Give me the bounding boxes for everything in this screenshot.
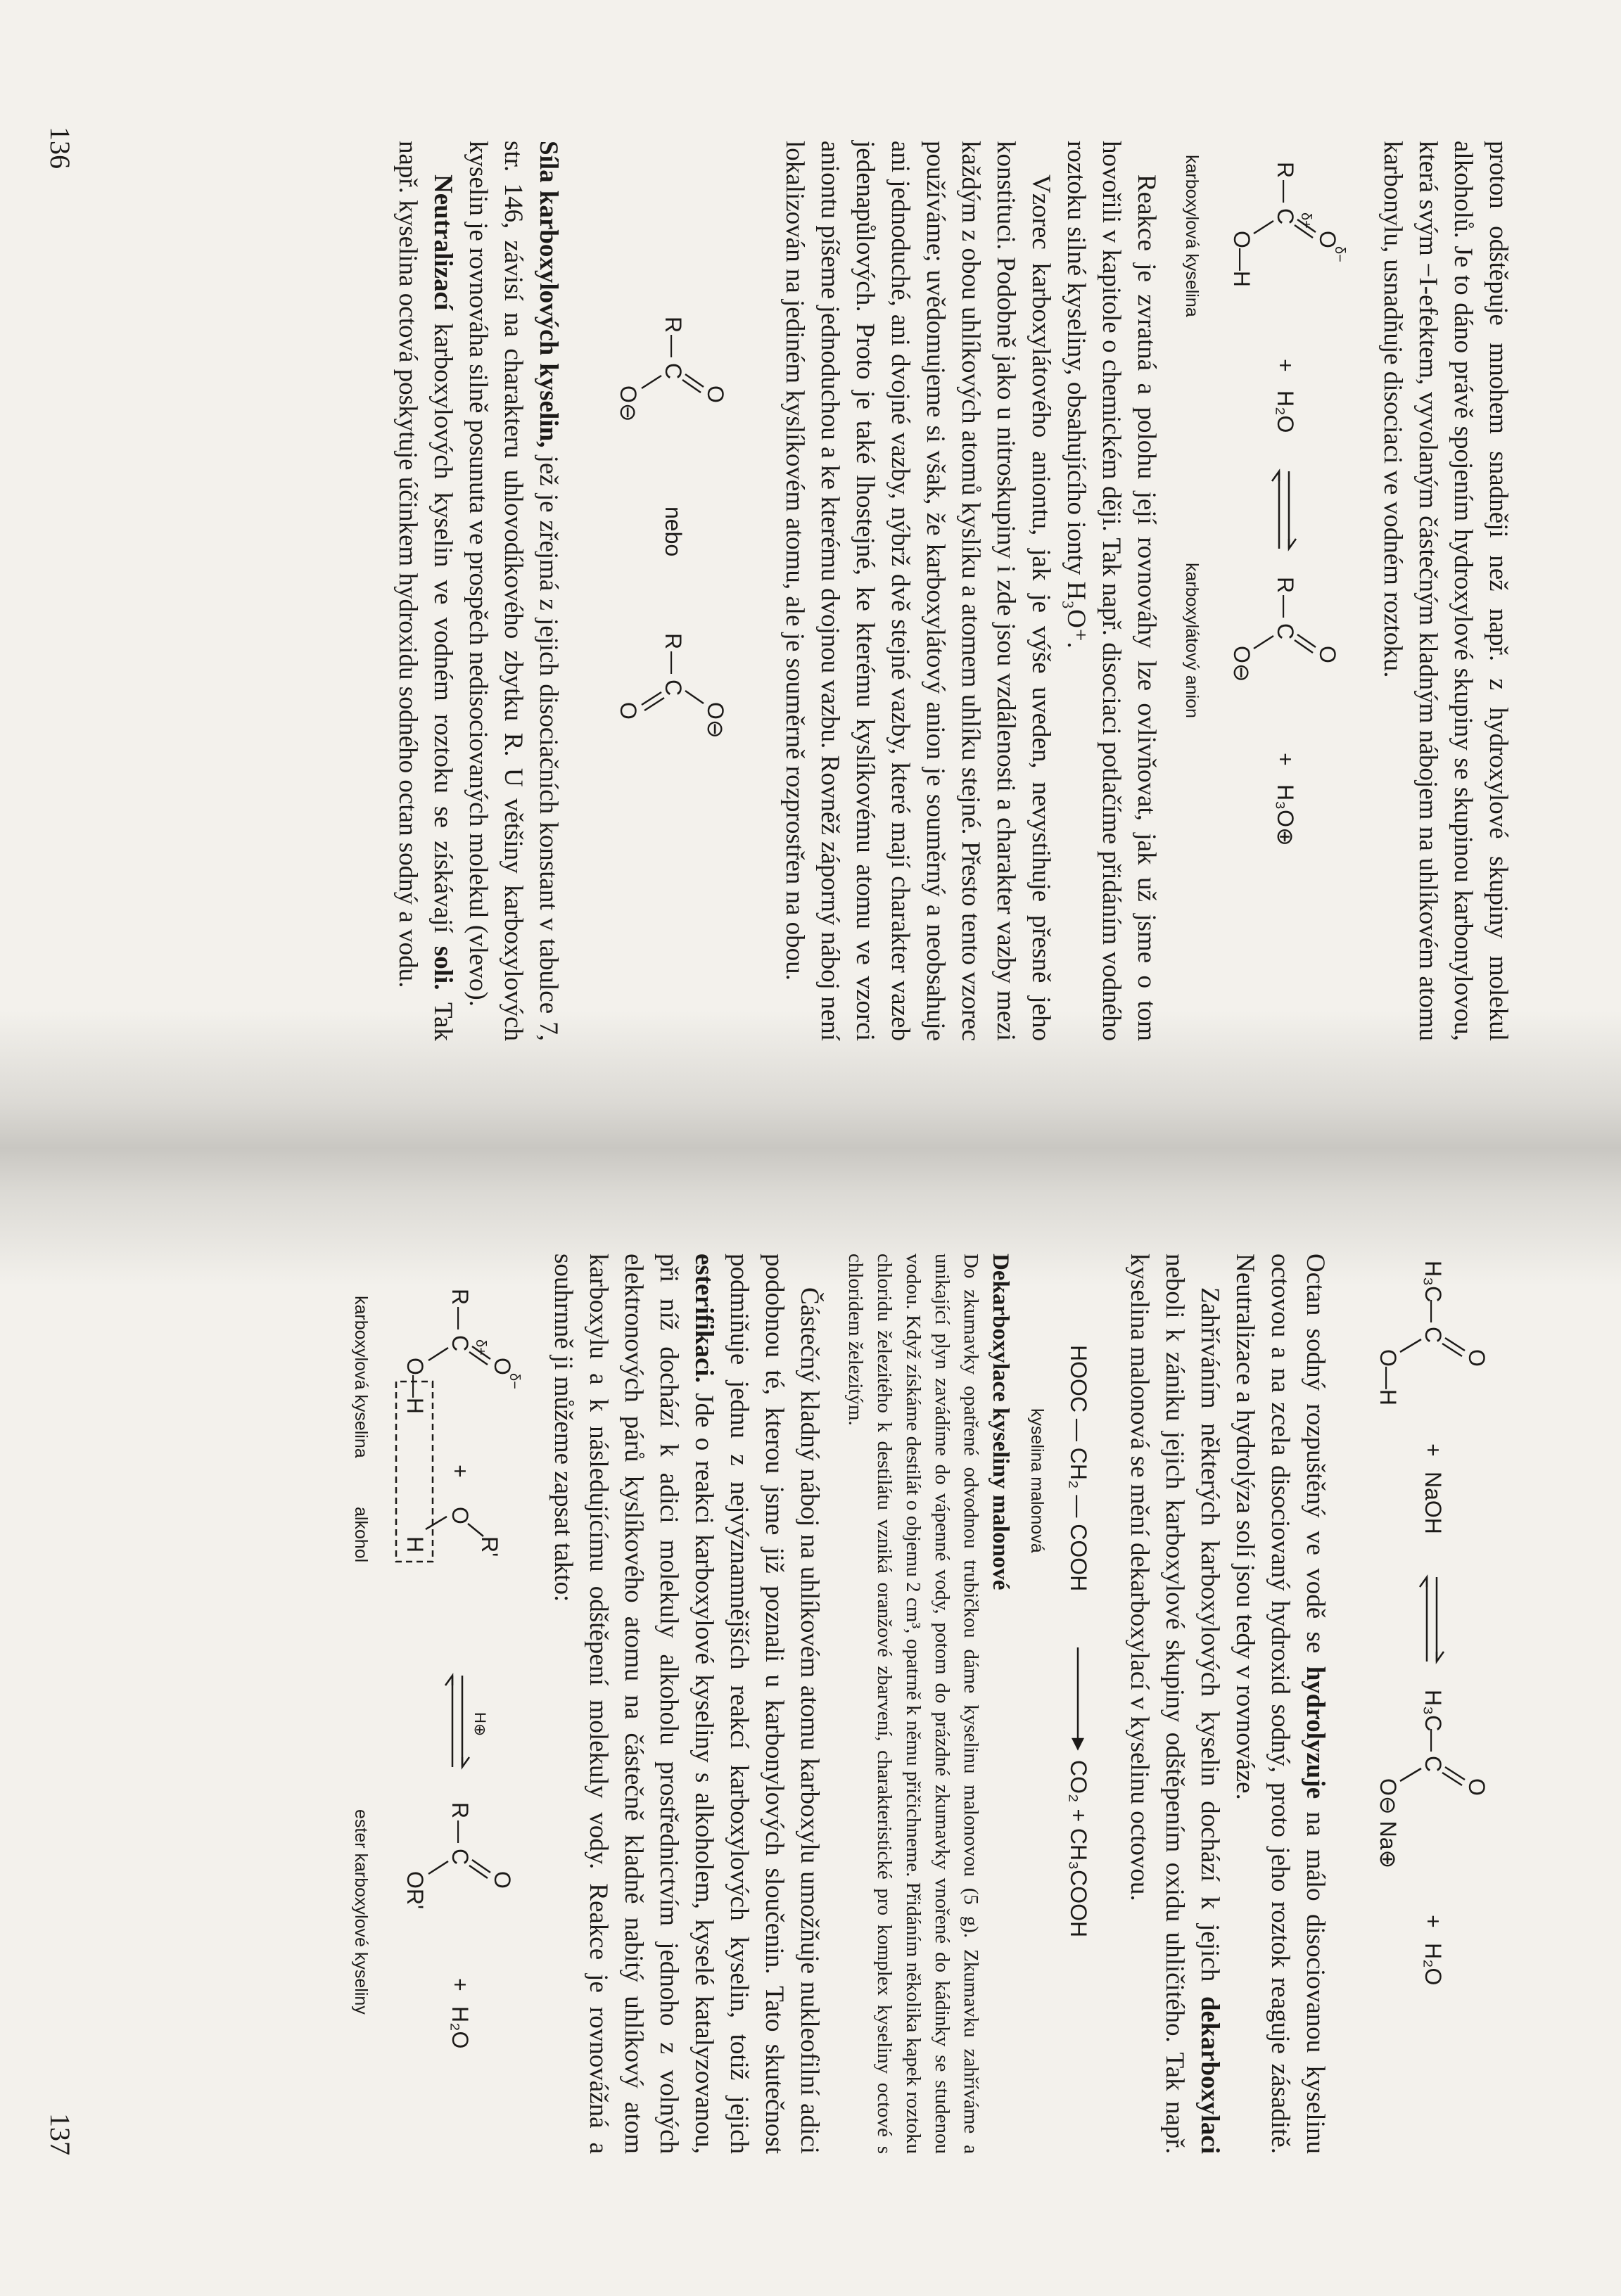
page-number-right: 137 (44, 2113, 76, 2155)
eq4-products: CO₂ + CH₃COOH (1066, 1760, 1091, 1938)
eq3-oh: O—H (1375, 1349, 1401, 1405)
equation-esterification-graphic (313, 1254, 545, 2154)
eq3-c-product: C (1420, 1756, 1446, 1773)
eq5-delta-minus: δ− (507, 1373, 522, 1389)
equation-decarboxylation-graphic (1016, 1254, 1121, 2154)
eq3-c: C (1420, 1327, 1446, 1344)
castecny-text-end: Jde o reakci karboxylové kyseliny s alkoholem, kyselé katalyzovanou, při níž dochází k adici molekuly alkoholu prostřednictvím jednoho z volných elektronových párů kyslíkového atomu na částečně kladně nabitý uhlíkový atom karboxylu a k následujícímu odštěpení molekuly vody. Reakce je rovnovážná a souhrnně ji můžeme zapsat takto: (549, 1254, 718, 2154)
castecny-text-start: Částečný kladný náboj na uhlíkovém atomu karboxylu umožňuje nukleofilní adici podobnou té, kterou jsme již poznali u karbonylových sloučenin. Tato skutečnost podmiňuje jednu z nejvýznamnějších reakcí karboxylových kyselin, totiž jejich (725, 1254, 824, 2154)
eq1-dash-right: — (1273, 595, 1298, 618)
eq5-c: C (447, 1335, 473, 1352)
paragraph-reakce: Reakce je zvratná a polohu její rovnováhy lze ovlivňovat, jak už jsme o tom hovořili v kapitole o chemickém ději. Tak např. disociaci potlačíme přidáním vodného roztoku silné kyseliny, obsahujícího ionty H₃O⁺. (1062, 141, 1161, 1041)
label-kyselina-malonova: kyselina malonová (1027, 1408, 1047, 1553)
eq1-c-right: C (1273, 623, 1298, 640)
esterifikace-term: esterifikaci. (689, 1254, 718, 1383)
left-page-text-column (390, 141, 1515, 1041)
eq1-hydronium: H₃O⊕ (1273, 784, 1298, 846)
eq5-or-prime: OR' (402, 1871, 428, 1910)
eq5-h: H (402, 1536, 428, 1553)
octan-text-end: na málo disociovanou kyselinu octovou a na zcela disociovaný hydroxid sodný, proto jeho roztok reaguje zásaditě. Neutralizace a hydrolýza solí jsou tedy v rovnováze. (1231, 1254, 1330, 2154)
eq1-delta-plus: δ+ (1298, 212, 1314, 229)
hydrolyzuje-term: hydrolyzuje (1301, 1666, 1330, 1799)
equation-decarboxylation (1016, 1254, 1121, 2154)
experiment-heading: Dekarboxylace kyseliny malonové (988, 1254, 1013, 1590)
eq5-r-prime: R' (477, 1536, 502, 1557)
eq1-water: H₂O (1273, 390, 1298, 433)
label-ester-eq-karboxylova-kyselina: karboxylová kyselina (351, 1296, 371, 1458)
right-page (0, 1148, 1621, 2296)
eq2-dash-alt: — (661, 651, 686, 674)
eq1-plus1: + (1273, 359, 1298, 372)
eq1-dash: — (1273, 180, 1298, 203)
octan-text-start: Octan sodný rozpuštěný ve vodě se (1301, 1254, 1330, 1666)
eq2-c-alt: C (661, 680, 686, 696)
eq5-plus1: + (447, 1465, 473, 1478)
eq3-plus2: + (1420, 1915, 1446, 1928)
equation-anion-resonance (566, 141, 777, 1041)
eq1-oh: O—H (1229, 231, 1254, 287)
eq1-plus2: + (1273, 753, 1298, 766)
eq5-dash-ester: — (447, 1820, 473, 1843)
eq5-r-ester: R (447, 1802, 473, 1819)
dekarboxylace-term: dekarboxylaci (1195, 1996, 1224, 2154)
eq2-c: C (661, 363, 686, 380)
eq2-dash: — (661, 335, 686, 357)
eq1-r: R (1273, 162, 1298, 179)
eq2-o-minus-alt: O⊖ (703, 702, 728, 739)
eq3-o: O (1464, 1349, 1489, 1367)
paragraph-neutralizace (390, 141, 460, 1041)
eq3-h3c-product: H₃C (1420, 1690, 1446, 1732)
equation-anion-resonance-graphic (566, 141, 777, 1041)
eq5-water: H₂O (447, 2006, 473, 2049)
equation-neutralization (1333, 1254, 1515, 2154)
label-karboxylova-kyselina: karboxylová kyselina (1182, 155, 1202, 317)
paragraph-sila (460, 141, 566, 1041)
neutralizace-term: Neutralizací (428, 174, 457, 311)
neutralizace-text-end: Tak např. kyselina octová poskytuje účinkem hydroxidu sodného octan sodný a vodu. (393, 141, 457, 1041)
eq3-h3c: H₃C (1420, 1261, 1446, 1303)
eq1-c: C (1273, 208, 1298, 225)
paragraph-octan (1227, 1254, 1333, 2154)
paragraph-vzorec: Vzorec karboxylátového aniontu, jak je výše uveden, nevystihuje přesně jeho konstituci. Podobně jako u nitroskupiny i zde jsou vzdálenosti a charakter vazby mezi každým z obou uhlíkových atomů kyslíku a atomem uhlíku stejné. Přesto tento vzorec používáme; uvědomujeme si však, že karboxylátový anion je souměrný a neobsahuje ani jednoduché, ani dvojné vazby, nýbrž dvě stejné vazby, které mají charakter vazeb jedenapůlových. Proto je také lhostejné, ke kterému kyslíkovému atomu ve vzorci aniontu píšeme jednoduchou a ke kterému dvojnou vazbu. Rovněž záporný náboj není lokalizován na jediném kyslíkovém atomu, ale je souměrně rozprostřen na obou. (780, 141, 1055, 1041)
eq3-plus1: + (1420, 1443, 1446, 1457)
eq5-h-plus: H⊕ (471, 1712, 489, 1737)
eq2-o-minus: O⊖ (616, 385, 641, 422)
eq3-water: H₂O (1420, 1943, 1446, 1986)
eq5-c-ester: C (447, 1849, 473, 1866)
paragraph-proton: proton odštěpuje mnohem snadněji než např. z hydroxylové skupiny molekul alkoholů. Je to dáno právě spojením hydroxylové skupiny se skupinou karbonylovou, která svým −I-efektem, vyvolaným částečným kladným nábojem na uhlíkovém atomu karbonylu, usnadňuje disociaci ve vodném roztoku. (1378, 141, 1513, 1041)
eq3-ona: O⊖ Na⊕ (1375, 1778, 1401, 1869)
eq3-o-product: O (1464, 1778, 1489, 1796)
right-page-text-column (313, 1254, 1515, 2154)
equation-esterification (313, 1254, 545, 2154)
eq5-delta-plus: δ+ (473, 1339, 488, 1356)
eq1-r-right: R (1273, 577, 1298, 594)
eq3-dash-product: — (1420, 1729, 1446, 1752)
equation-neutralization-graphic (1333, 1254, 1515, 2154)
eq2-r: R (661, 317, 686, 333)
experiment-text: Do zkumavky opatřené odvodnou trubičkou dáme kyselinu malonovou (5 g). Zkumavku zahříváme a unikající plyn zavádíme do vápenné vody, potom do prázdné zkumavky vnořené do kádinky se studenou vodou. Když získáme destilát o objemu 2 cm³, opatrně k němu přičichneme. Přidáním několika kapek roztoku chloridu železitého k destilátu vzniká oranžové zbarvení, charakteristické pro komplex kyseliny octové s chloridem železitým. (844, 1254, 982, 2154)
eq2-o-alt: O (616, 702, 641, 720)
equation-acid-dissociation-graphic (1164, 141, 1375, 1041)
zahrivani-text-end: neboli k zániku jejich karboxylové skupiny odštěpením oxidu uhličitého. Tak např. kyselina malonová se mění dekarboxylací v kyselinu octovou. (1125, 1254, 1189, 2154)
label-karboxylatovy-anion: karboxylátový anion (1182, 563, 1202, 718)
eq2-o: O (703, 385, 728, 403)
page-number-left: 136 (44, 127, 76, 169)
eq3-dash: — (1420, 1300, 1446, 1322)
eq1-o: O (1315, 231, 1340, 248)
sila-text: jež je zřejmá z jejich disociačních konstant v tabulce 7, str. 146, závisí na charakteru uhlovodíkového zbytku R. U většiny karboxylových kyselin je rovnováha silně posunuta ve prospěch nedisociovaných molekul (vlevo). (464, 141, 563, 1042)
eq5-oh: O—H (402, 1358, 428, 1414)
zahrivani-text-start: Zahříváním některých karboxylových kyselin dochází k jejich (1195, 1287, 1224, 1996)
soli-term: soli. (428, 945, 457, 990)
eq1-delta-minus: δ− (1332, 246, 1347, 262)
paragraph-castecny-naboj (545, 1254, 827, 2154)
eq1-o-right: O (1315, 646, 1340, 663)
paragraph-zahrivani (1121, 1254, 1227, 2154)
sila-heading: Síla karboxylových kyselin, (534, 141, 563, 448)
eq2-r-alt: R (661, 633, 686, 650)
eq2-nebo: nebo (661, 506, 686, 557)
equation-acid-dissociation (1164, 141, 1375, 1041)
label-alkohol: alkohol (351, 1507, 371, 1563)
label-ester-karboxylove-kyseliny: ester karboxylové kyseliny (351, 1809, 371, 2015)
eq4-malonic: HOOC — CH₂ — COOH (1066, 1345, 1091, 1592)
neutralizace-text: karboxylových kyselin ve vodném roztoku se získávají (428, 310, 457, 946)
eq1-o-minus: O⊖ (1229, 646, 1254, 682)
eq5-plus2: + (447, 1978, 473, 1991)
eq5-o: O (490, 1358, 515, 1375)
eq5-o-ester: O (490, 1871, 515, 1889)
eq5-dash: — (447, 1307, 473, 1329)
eq5-r: R (447, 1289, 473, 1306)
eq5-o-alcohol: O (447, 1507, 473, 1524)
eq3-naoh: NaOH (1420, 1472, 1446, 1534)
